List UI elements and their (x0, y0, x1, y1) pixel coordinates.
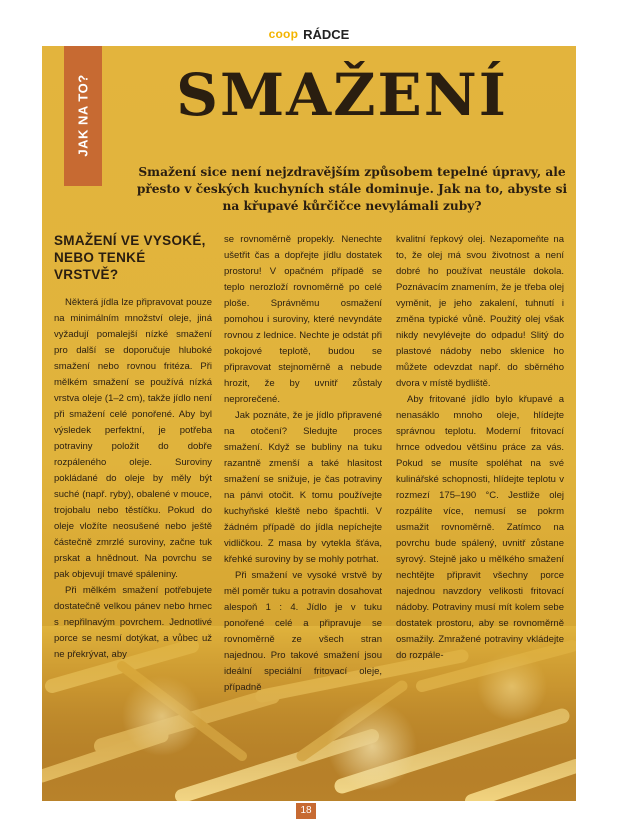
paragraph: Jak poznáte, že je jídlo připravené na otočení? Sledujte proces smažení. Když se bubliny na tuku razantně zmenší a také hlasitost smažení se snižuje, je čas potraviny na pánvi otočit. K tomu používejte kuchyňské kleště nebo špachtli. V žádném případě do jídla nepíchejte vidličkou. Z masa by vytekla šťáva, křehké suroviny by se mohly potrhat. (224, 410, 382, 565)
page-number: 18 (296, 803, 316, 819)
paragraph: Při mělkém smažení potřebujete dostatečně velkou pánev nebo hrnec s nepřilnavým povrchem. Jednotlivé porce se nesmí dotýkat, a vůbec už ne překrývat, aby (54, 585, 212, 660)
paragraph: se rovnoměrně propekly. Nenechte ušetřit čas a dopřejte jídlu dostatek prostoru! V opačném případě se teplo nerozloží rovnoměrně po celé ploše. Správněmu osmažení pomohou i suroviny, které nevyndáte rovnou z lednice. Nechte je odstát při pokojové teplotě, budou se připravovat stejnoměrně a nebude hrozit, že by uvnitř zůstaly neprorečené. (224, 234, 382, 405)
brand (269, 27, 350, 42)
page-header (0, 20, 618, 48)
paragraph: Některá jídla lze připravovat pouze na minimálním množství oleje, jiná vyžadují pomalejší nízké smažení pro další se doporučuje hluboké smažení nebo rovnou fritéza. Při mělkém smažení se používá nízká vrstva oleje (1–2 cm), takže jídlo není při smažení celé ponořené. Aby byl výsledek perfektní, je potřeba potraviny položit do dobře rozpáleného oleje. Suroviny pokládané do oleje by měly být suché (např. ryby), obalené v mouce, trojobalu nebo těstíčku. Pokud do oleje vložíte neosušené nebo ještě částečně zmrzlé suroviny, začne tuk prskat a hnědnout. Na povrchu se pak objevují tmavé spáleniny. (54, 297, 212, 580)
article-subhead: SMAŽENÍ VE VYSOKÉ, NEBO TENKÉ VRSTVĚ? (54, 233, 206, 282)
article-page (42, 46, 576, 801)
category-tab (64, 46, 102, 186)
section-title: RÁDCE (303, 26, 350, 42)
column-2 (224, 232, 382, 696)
column-3 (396, 232, 564, 664)
paragraph: Při smažení ve vysoké vrstvě by měl poměr tuku a potravin dosahovat alespoň 1 : 4. Jídlo je v tuku ponořené celé a připravuje se rovnoměrně ze všech stran najednou. Pro takové smažení jsou ideální speciální fritovací oleje, případně (224, 570, 382, 693)
paragraph: Aby fritované jídlo bylo křupavé a nenasáklo mnoho oleje, hlídejte správnou teplotu. Moderní fritovací hrnce odvedou většinu práce za vás. Pokud se musíte spoléhat na své kulinářské schopnosti, hlídejte teplotu v rozmezí 175–190 °C. Jestliže olej rozpálíte více, nemusí se pokrm usmažit rovnoměrně. Zatímco na povrchu bude spálený, uvnitř zůstane syrový. Stejně jako u mělkého smažení nechtějte připravit všechny porce najednou navzdory velikosti fritovací nádoby. Potraviny musí mít kolem sebe dostatek prostoru, aby se rovnoměrně osmažily. Zmražené potraviny vkládejte do rozpále- (396, 394, 564, 661)
article-title: SMAŽENÍ (176, 61, 508, 129)
article-lead: Smažení sice není nejzdravějším způsobem tepelné úpravy, ale přesto v českých kuchyních stále dominuje. Jak na to, abyste si na křupavé kůrčičce nevylámali zuby? (136, 165, 568, 213)
coop-logo: coop (268, 27, 299, 41)
column-1 (54, 232, 212, 663)
paragraph: kvalitní řepkový olej. Nezapomeňte na to, že olej má svou životnost a není dobré ho používat neustále dokola. Poznávacím znamením, že je třeba olej vyměnit, je jeho zakalení, tuhnutí i změna typické vůně. Použitý olej však nikdy nevylévejte do odpadu! Slitý do plastové nádoby nebo sklenice ho můžete odevzdat např. do sběrného dvora v místě bydliště. (396, 234, 564, 389)
category-tab-label: JAK NA TO? (75, 73, 91, 157)
